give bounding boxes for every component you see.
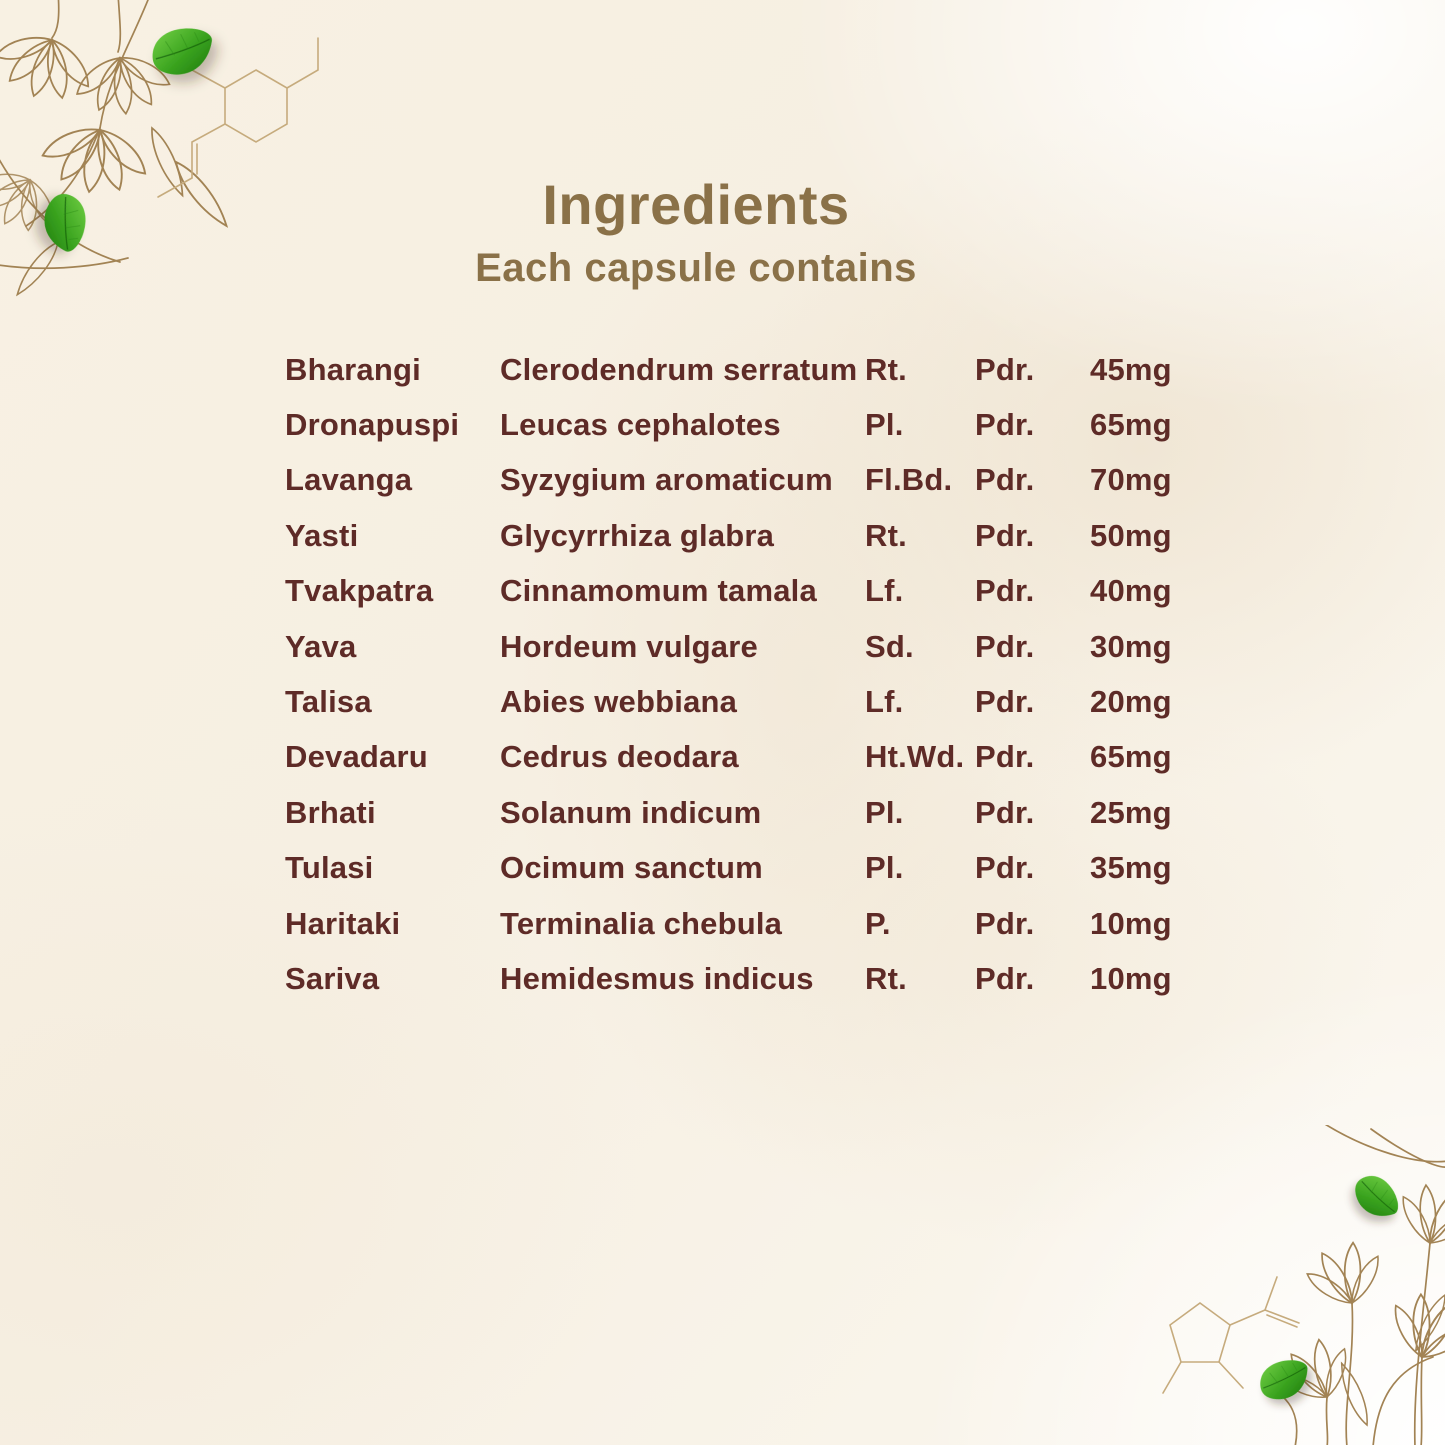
flower-line-art-icon xyxy=(1267,1125,1445,1445)
table-row xyxy=(285,508,1190,563)
ingredient-botanical-name: Ocimum sanctum xyxy=(500,850,763,886)
ingredient-botanical-name: Cedrus deodara xyxy=(500,739,739,775)
ingredient-part: Pl. xyxy=(865,794,904,830)
page-subtitle: Each capsule contains xyxy=(475,246,917,290)
ingredient-name: Tvakpatra xyxy=(285,573,434,609)
ingredient-quantity: 25mg xyxy=(1090,794,1172,830)
table-row xyxy=(285,619,1190,674)
ingredient-part: Sd. xyxy=(865,628,914,664)
table-row xyxy=(285,896,1190,951)
ingredient-quantity: 65mg xyxy=(1090,407,1172,443)
ingredient-form: Pdr. xyxy=(975,462,1035,498)
ingredient-botanical-name: Solanum indicum xyxy=(500,794,762,830)
ingredient-form: Pdr. xyxy=(975,850,1035,886)
ingredient-botanical-name: Glycyrrhiza glabra xyxy=(500,517,775,553)
ingredient-name: Brhati xyxy=(285,794,376,830)
ingredient-quantity: 65mg xyxy=(1090,739,1172,775)
table-row xyxy=(285,342,1190,397)
ingredient-quantity: 20mg xyxy=(1090,684,1172,720)
ingredient-name: Haritaki xyxy=(285,905,401,941)
ingredient-botanical-name: Syzygium aromaticum xyxy=(500,462,833,498)
table-row xyxy=(285,564,1190,619)
ingredient-name: Talisa xyxy=(285,684,372,720)
ingredient-part: Pl. xyxy=(865,407,904,443)
ingredient-name: Lavanga xyxy=(285,462,413,498)
ingredient-name: Yasti xyxy=(285,517,359,553)
table-row xyxy=(285,674,1190,729)
ingredient-quantity: 50mg xyxy=(1090,517,1172,553)
ingredient-botanical-name: Leucas cephalotes xyxy=(500,407,781,443)
ingredient-part: Rt. xyxy=(865,960,907,996)
ingredient-quantity: 70mg xyxy=(1090,462,1172,498)
ingredient-form: Pdr. xyxy=(975,573,1035,609)
ingredient-form: Pdr. xyxy=(975,517,1035,553)
ingredient-form: Pdr. xyxy=(975,407,1035,443)
ingredient-quantity: 35mg xyxy=(1090,850,1172,886)
table-row xyxy=(285,453,1190,508)
ingredient-form: Pdr. xyxy=(975,794,1035,830)
ingredient-quantity: 45mg xyxy=(1090,351,1172,387)
ingredient-part: P. xyxy=(865,905,891,941)
table-row xyxy=(285,841,1190,896)
ingredient-form: Pdr. xyxy=(975,628,1035,664)
table-row xyxy=(285,951,1190,1006)
ingredient-botanical-name: Hemidesmus indicus xyxy=(500,960,814,996)
ingredients-table xyxy=(285,342,1190,1007)
floral-decoration-bottom-right xyxy=(1115,1125,1445,1445)
ingredient-part: Rt. xyxy=(865,351,907,387)
ingredient-name: Yava xyxy=(285,628,357,664)
ingredient-part: Ht.Wd. xyxy=(865,739,965,775)
ingredient-quantity: 10mg xyxy=(1090,960,1172,996)
page-title: Ingredients xyxy=(542,173,850,236)
ingredient-part: Fl.Bd. xyxy=(865,462,953,498)
ingredient-name: Devadaru xyxy=(285,739,428,775)
table-row xyxy=(285,397,1190,452)
ingredient-form: Pdr. xyxy=(975,351,1035,387)
ingredient-quantity: 10mg xyxy=(1090,905,1172,941)
ingredient-name: Tulasi xyxy=(285,850,374,886)
ingredient-botanical-name: Clerodendrum serratum xyxy=(500,351,858,387)
ingredient-part: Lf. xyxy=(865,684,904,720)
ingredient-name: Dronapuspi xyxy=(285,407,460,443)
table-row xyxy=(285,785,1190,840)
ingredient-form: Pdr. xyxy=(975,905,1035,941)
ingredient-form: Pdr. xyxy=(975,739,1035,775)
ingredient-quantity: 30mg xyxy=(1090,628,1172,664)
ingredient-quantity: 40mg xyxy=(1090,573,1172,609)
ingredient-botanical-name: Cinnamomum tamala xyxy=(500,573,817,609)
ingredient-part: Rt. xyxy=(865,517,907,553)
ingredient-form: Pdr. xyxy=(975,960,1035,996)
ingredient-botanical-name: Hordeum vulgare xyxy=(500,628,758,664)
ingredient-part: Lf. xyxy=(865,573,904,609)
ingredient-name: Bharangi xyxy=(285,351,421,387)
ingredient-part: Pl. xyxy=(865,850,904,886)
ingredient-name: Sariva xyxy=(285,960,380,996)
ingredient-botanical-name: Abies webbiana xyxy=(500,684,738,720)
table-row xyxy=(285,730,1190,785)
ingredient-form: Pdr. xyxy=(975,684,1035,720)
ingredient-botanical-name: Terminalia chebula xyxy=(500,905,783,941)
